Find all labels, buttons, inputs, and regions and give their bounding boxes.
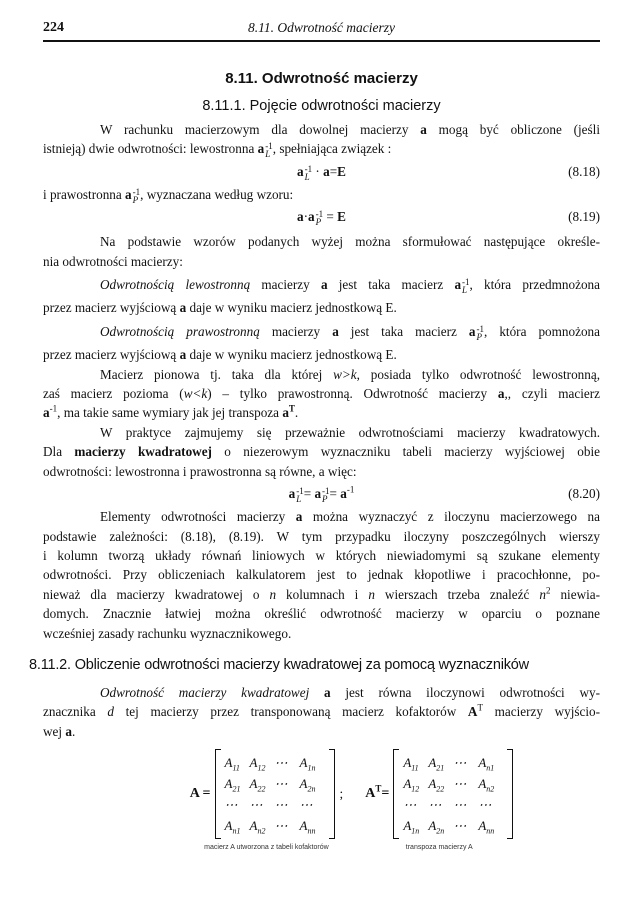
matrix-cell: $A_{1n}$ (299, 755, 316, 773)
equation-number: (8.19) (568, 209, 600, 225)
equation-8-18: a -1 L · a=E (8.18) (43, 161, 600, 183)
text-line: i kolumn tworzą układy równań liniowych w których niewiadomymi są szukane elementy (43, 547, 600, 563)
text-line: odwrotności: lewostronna i prawostronna są równe, a więc: (43, 463, 357, 479)
matrix-A-transpose: $A^T=$ $A_{11}$ $A_{21}$ ⋯ $A_{n1}$ $A_{12}$ $A_{22}$ ⋯ $A_{n2}$ ⋯ ⋯ ⋯ ⋯ $A_{1n}$ $A_{2n}$ ⋯ $A_{nn}$ (365, 749, 513, 839)
text-line: Na podstawie wzorów podanych wyżej można sformułować następujące określe- (100, 234, 600, 250)
text-line: przez macierz wyjściową a daje w wyniku macierz jednostkową E. (43, 347, 397, 363)
text-line: W praktyce zajmujemy się przeważnie odwrotnościami macierzy kwadratowych. (100, 424, 600, 440)
text-line: i prawostronna a -1 P , wyznaczana według wzoru: (43, 186, 294, 205)
section-title: 8.11. Odwrotność macierzy (225, 70, 418, 87)
matrix-cell: ⋯ (274, 797, 288, 813)
text-line: podstawie zależności: (8.18), (8.19). W tym przypadku iloczyny poszczególnych wierszy (43, 528, 600, 544)
matrix-cell: $A_{nn}$ (299, 818, 316, 836)
matrix-cell: ⋯ (249, 797, 263, 813)
matrix-cell: $A_{21}$ (428, 755, 445, 773)
text-line: W rachunku macierzowym dla dowolnej macierzy a mogą być obliczone (jeśli (100, 122, 600, 137)
matrix-cell: ⋯ (274, 755, 288, 771)
equation-8-20: a -1 L = a -1 P = $a^{-1}$ (8.20) (288, 484, 600, 505)
matrix-cell: ⋯ (478, 797, 492, 813)
page-number: 224 (43, 20, 64, 35)
matrix-cell: ⋯ (299, 797, 313, 813)
matrix-cell: ⋯ (274, 818, 288, 834)
matrix-cell: $A_{2n}$ (299, 776, 316, 794)
subsection-title: 8.11.1. Pojęcie odwrotności macierzy (202, 98, 441, 114)
matrix-cell: ⋯ (274, 776, 288, 792)
equation-number: (8.18) (568, 163, 600, 179)
matrix-cell: $A_{n1}$ (224, 818, 241, 836)
matrix-cell: $A_{12}$ (249, 755, 266, 773)
matrix-cell: $A_{1n}$ (403, 818, 420, 836)
matrix-cell: ⋯ (453, 755, 467, 771)
matrix-cell: $A_{2n}$ (428, 818, 445, 836)
text-line: Macierz pionowa tj. taka dla której w>k, posiada tylko odwrotność lewostronną, (100, 366, 600, 382)
text-line: nieważ dla macierzy kwadratowej o n kolumnach i n wierszach trzeba znaleźć $n^2$ niewia- (43, 585, 601, 602)
definition-left-inverse: Odwrotnością lewostronną macierzy a jest taka macierz a -1 L , która przedmnożona (100, 277, 600, 295)
matrix-cell: $A_{22}$ (249, 776, 266, 794)
text-line: Odwrotność macierzy kwadratowej a jest równa iloczynowi odwrotności wy- (100, 684, 600, 700)
text-line: Dla macierzy kwadratowej o niezerowym wyznaczniku tabeli macierzy wyjściowej obie (43, 444, 600, 460)
text-line: $a^{-1}$, ma takie same wymiary jak jej transpoza $a^T$. (43, 404, 299, 421)
text-line: istnieją) dwie odwrotności: lewostronna a -1 L , spełniająca związek : (43, 141, 392, 160)
text-line: znacznika d tej macierzy przez transponowaną macierz kofaktorów $A^T$ macierzy wyjścio- (43, 702, 600, 720)
matrix-cell: $A_{11}$ (403, 755, 419, 773)
matrix-cell: ⋯ (453, 818, 467, 834)
matrix-cell: $A_{nn}$ (478, 818, 495, 836)
text-line: wej a. (43, 723, 76, 739)
caption-matrix-A: macierz A utworzona z tabeli kofaktorów (204, 844, 329, 852)
matrix-cell: $A_{21}$ (224, 776, 241, 794)
text-line: przez macierz wyjściową a daje w wyniku macierz jednostkową E. (43, 300, 397, 316)
equation-8-19: a·a -1 P = E (8.19) (43, 206, 600, 228)
matrix-cell: $A_{n1}$ (478, 755, 495, 773)
text-line: zaś macierz pozioma (w<k) – tylko prawostronną. Odwrotność macierzy a,, czyli macierz (43, 386, 600, 402)
running-title: 8.11. Odwrotność macierzy (248, 20, 395, 35)
matrix-cell: $A_{n2}$ (249, 818, 266, 836)
matrix-cell: ⋯ (403, 797, 417, 813)
matrix-cell: ⋯ (453, 776, 467, 792)
matrix-cell: $A_{12}$ (403, 776, 420, 794)
matrix-cell: ⋯ (453, 797, 467, 813)
text-line: wcześniej zasady rachunku wyznacznikowego. (43, 625, 292, 641)
equation-number: (8.20) (568, 486, 600, 502)
matrices (103, 749, 600, 853)
text-line: domych. Znacznie łatwiej można określić odwrotność macierzy w oparciu o poznane (43, 606, 600, 622)
definition-right-inverse: Odwrotnością prawostronną macierzy a jest taka macierz a -1 P , która pomnożona (100, 323, 600, 342)
text-line: nia odwrotności macierzy: (43, 253, 183, 269)
text-line: odwrotności. Przy obliczeniach kalkulatorem jest to jednak kłopotliwe i pracochłonne, po- (43, 567, 600, 583)
matrix-cell: ⋯ (224, 797, 238, 813)
matrix-cell: $A_{n2}$ (478, 776, 495, 794)
caption-matrix-AT: transpoza macierzy A (405, 844, 473, 852)
running-header (43, 20, 600, 42)
matrix-cell: $A_{22}$ (428, 776, 445, 794)
subsection-title: 8.11.2. Obliczenie odwrotności macierzy kwadratowej za pomocą wyznaczników (29, 656, 529, 673)
matrix-cell: ⋯ (428, 797, 442, 813)
matrix-cell: $A_{11}$ (224, 755, 240, 773)
text-line: Elementy odwrotności macierzy a można wyznaczyć z iloczynu macierzowego na (100, 509, 600, 525)
matrix-A: A = $A_{11}$ $A_{12}$ ⋯ $A_{1n}$ $A_{21}$ $A_{22}$ ⋯ $A_{2n}$ ⋯ ⋯ ⋯ ⋯ $A_{n1}$ $A_{n2}$ ⋯ $A_{nn}$ ; (190, 749, 344, 839)
